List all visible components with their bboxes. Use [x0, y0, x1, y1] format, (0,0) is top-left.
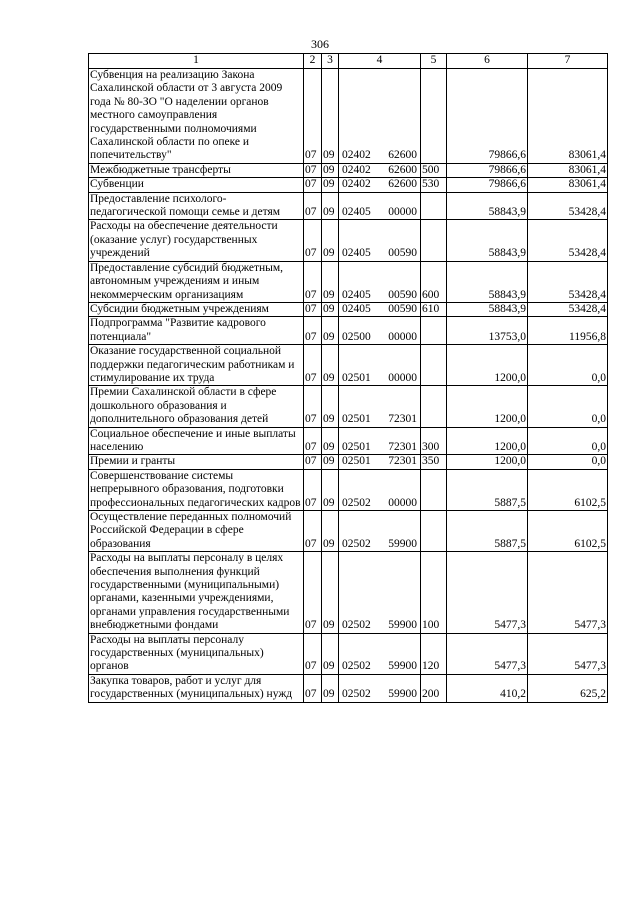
table-row	[89, 386, 608, 427]
header-col-6: 6	[447, 54, 528, 69]
row-section: 07	[304, 302, 322, 316]
header-col-1: 1	[89, 54, 304, 69]
row-amount-year2: 0,0	[528, 455, 608, 469]
row-target-code	[339, 163, 421, 177]
row-section: 07	[304, 511, 322, 552]
row-amount-year1: 79866,6	[447, 69, 528, 164]
row-amount-year1: 1200,0	[447, 386, 528, 427]
row-program-code: 02500	[342, 330, 371, 343]
row-section: 07	[304, 552, 322, 633]
row-target-code	[339, 261, 421, 302]
row-name: Расходы на обеспечение деятельности (оказание услуг) государственных учреждений	[89, 220, 304, 261]
table-row	[89, 69, 608, 164]
row-amount-year1: 1200,0	[447, 455, 528, 469]
row-program-code: 02502	[342, 688, 371, 701]
row-amount-year2: 0,0	[528, 386, 608, 427]
row-name: Оказание государственной социальной поддержки педагогическим работникам и стимулирование их труда	[89, 345, 304, 386]
row-target-code	[339, 220, 421, 261]
header-col-2: 2	[304, 54, 322, 69]
row-amount-year2: 5477,3	[528, 633, 608, 674]
row-expense-type: 500	[421, 163, 447, 177]
row-amount-year1: 58843,9	[447, 261, 528, 302]
row-expense-type	[421, 192, 447, 220]
row-name: Субвенции	[89, 178, 304, 192]
row-amount-year2: 53428,4	[528, 220, 608, 261]
row-expense-type: 610	[421, 302, 447, 316]
row-subsection: 09	[322, 163, 339, 177]
row-direction-code: 00590	[388, 288, 417, 301]
table-row	[89, 427, 608, 455]
row-direction-code: 59900	[388, 619, 417, 632]
row-amount-year1: 5477,3	[447, 552, 528, 633]
table-row	[89, 469, 608, 510]
row-subsection: 09	[322, 674, 339, 702]
row-subsection: 09	[322, 386, 339, 427]
row-name: Осуществление переданных полномочий Российской Федерации в сфере образования	[89, 511, 304, 552]
row-expense-type	[421, 386, 447, 427]
row-program-code: 02402	[342, 178, 371, 191]
row-section: 07	[304, 192, 322, 220]
row-subsection: 09	[322, 192, 339, 220]
table-body	[89, 69, 608, 703]
header-col-3: 3	[322, 54, 339, 69]
row-subsection: 09	[322, 69, 339, 164]
row-amount-year1: 13753,0	[447, 317, 528, 345]
row-subsection: 09	[322, 633, 339, 674]
row-direction-code: 59900	[388, 688, 417, 701]
row-target-code	[339, 674, 421, 702]
row-name: Расходы на выплаты персоналу государственных (муниципальных) органов	[89, 633, 304, 674]
row-subsection: 09	[322, 345, 339, 386]
row-target-code	[339, 386, 421, 427]
row-subsection: 09	[322, 302, 339, 316]
row-section: 07	[304, 163, 322, 177]
row-amount-year2: 6102,5	[528, 469, 608, 510]
row-expense-type: 600	[421, 261, 447, 302]
row-program-code: 02501	[342, 440, 371, 453]
row-amount-year2: 53428,4	[528, 261, 608, 302]
row-direction-code: 72301	[388, 440, 417, 453]
row-program-code: 02501	[342, 371, 371, 384]
row-amount-year2: 53428,4	[528, 302, 608, 316]
budget-table	[88, 53, 608, 703]
row-amount-year2: 83061,4	[528, 178, 608, 192]
row-direction-code: 62600	[388, 163, 417, 176]
row-name: Премии Сахалинской области в сфере дошкольного образования и дополнительного образования детей	[89, 386, 304, 427]
row-amount-year1: 58843,9	[447, 192, 528, 220]
row-expense-type: 100	[421, 552, 447, 633]
row-amount-year2: 6102,5	[528, 511, 608, 552]
row-section: 07	[304, 427, 322, 455]
page-number: 306	[311, 37, 329, 51]
row-direction-code: 59900	[388, 660, 417, 673]
row-direction-code: 72301	[388, 413, 417, 426]
row-direction-code: 00000	[388, 206, 417, 219]
row-program-code: 02501	[342, 413, 371, 426]
row-direction-code: 62600	[388, 178, 417, 191]
row-name: Социальное обеспечение и иные выплаты населению	[89, 427, 304, 455]
row-program-code: 02402	[342, 163, 371, 176]
row-expense-type: 530	[421, 178, 447, 192]
row-section: 07	[304, 469, 322, 510]
row-section: 07	[304, 674, 322, 702]
row-subsection: 09	[322, 261, 339, 302]
row-target-code	[339, 69, 421, 164]
row-amount-year2: 625,2	[528, 674, 608, 702]
row-amount-year2: 5477,3	[528, 552, 608, 633]
row-subsection: 09	[322, 178, 339, 192]
table-row	[89, 163, 608, 177]
row-amount-year1: 1200,0	[447, 427, 528, 455]
table-row	[89, 552, 608, 633]
row-amount-year2: 0,0	[528, 345, 608, 386]
row-program-code: 02405	[342, 288, 371, 301]
row-amount-year1: 58843,9	[447, 220, 528, 261]
row-subsection: 09	[322, 220, 339, 261]
row-expense-type	[421, 345, 447, 386]
row-expense-type: 120	[421, 633, 447, 674]
row-program-code: 02502	[342, 660, 371, 673]
row-section: 07	[304, 220, 322, 261]
row-subsection: 09	[322, 455, 339, 469]
row-target-code	[339, 552, 421, 633]
header-col-4: 4	[339, 54, 421, 69]
row-subsection: 09	[322, 552, 339, 633]
row-program-code: 02402	[342, 149, 371, 162]
header-col-5: 5	[421, 54, 447, 69]
row-target-code	[339, 302, 421, 316]
table-row	[89, 345, 608, 386]
table-header	[89, 54, 608, 69]
table-row	[89, 455, 608, 469]
row-amount-year1: 5477,3	[447, 633, 528, 674]
row-program-code: 02502	[342, 496, 371, 509]
row-expense-type	[421, 511, 447, 552]
row-expense-type	[421, 69, 447, 164]
row-expense-type: 200	[421, 674, 447, 702]
row-target-code	[339, 469, 421, 510]
row-direction-code: 00000	[388, 496, 417, 509]
row-amount-year1: 5887,5	[447, 469, 528, 510]
row-section: 07	[304, 69, 322, 164]
table-row	[89, 674, 608, 702]
table-row	[89, 261, 608, 302]
row-program-code: 02405	[342, 247, 371, 260]
row-amount-year1: 1200,0	[447, 345, 528, 386]
row-program-code: 02405	[342, 302, 371, 315]
header-col-7: 7	[528, 54, 608, 69]
row-direction-code: 00000	[388, 330, 417, 343]
row-amount-year2: 83061,4	[528, 163, 608, 177]
row-direction-code: 62600	[388, 149, 417, 162]
row-expense-type: 350	[421, 455, 447, 469]
table-row	[89, 511, 608, 552]
row-expense-type	[421, 469, 447, 510]
row-amount-year1: 79866,6	[447, 163, 528, 177]
row-amount-year2: 53428,4	[528, 192, 608, 220]
table-row	[89, 192, 608, 220]
row-section: 07	[304, 345, 322, 386]
row-name: Совершенствование системы непрерывного образования, подготовки профессиональных педагогических кадров	[89, 469, 304, 510]
row-subsection: 09	[322, 427, 339, 455]
row-direction-code: 00590	[388, 247, 417, 260]
row-expense-type: 300	[421, 427, 447, 455]
row-name: Предоставление психолого-педагогической помощи семье и детям	[89, 192, 304, 220]
row-name: Закупка товаров, работ и услуг для государственных (муниципальных) нужд	[89, 674, 304, 702]
row-amount-year1: 58843,9	[447, 302, 528, 316]
row-target-code	[339, 455, 421, 469]
row-amount-year1: 5887,5	[447, 511, 528, 552]
table-row	[89, 633, 608, 674]
row-section: 07	[304, 178, 322, 192]
row-section: 07	[304, 386, 322, 427]
row-section: 07	[304, 455, 322, 469]
row-name: Субсидии бюджетным учреждениям	[89, 302, 304, 316]
row-subsection: 09	[322, 469, 339, 510]
row-target-code	[339, 192, 421, 220]
row-direction-code: 72301	[388, 455, 417, 468]
row-amount-year1: 79866,6	[447, 178, 528, 192]
row-section: 07	[304, 633, 322, 674]
row-subsection: 09	[322, 511, 339, 552]
row-name: Межбюджетные трансферты	[89, 163, 304, 177]
table-row	[89, 317, 608, 345]
row-expense-type	[421, 317, 447, 345]
row-target-code	[339, 345, 421, 386]
table-row	[89, 220, 608, 261]
row-section: 07	[304, 261, 322, 302]
row-program-code: 02502	[342, 537, 371, 550]
row-program-code: 02501	[342, 455, 371, 468]
row-target-code	[339, 178, 421, 192]
row-name: Субвенция на реализацию Закона Сахалинской области от 3 августа 2009 года № 80-ЗО "О наделении органов местного самоуправления государственными полномочиями Сахалинской области по опеке и попечительству"	[89, 69, 304, 164]
table-row	[89, 178, 608, 192]
row-target-code	[339, 633, 421, 674]
row-subsection: 09	[322, 317, 339, 345]
row-name: Премии и гранты	[89, 455, 304, 469]
row-direction-code: 00590	[388, 302, 417, 315]
row-program-code: 02405	[342, 206, 371, 219]
row-program-code: 02502	[342, 619, 371, 632]
table-row	[89, 302, 608, 316]
row-amount-year1: 410,2	[447, 674, 528, 702]
row-amount-year2: 11956,8	[528, 317, 608, 345]
row-target-code	[339, 511, 421, 552]
row-target-code	[339, 427, 421, 455]
row-name: Предоставление субсидий бюджетным, автономным учреждениям и иным некоммерческим организациям	[89, 261, 304, 302]
row-direction-code: 00000	[388, 371, 417, 384]
row-direction-code: 59900	[388, 537, 417, 550]
row-amount-year2: 0,0	[528, 427, 608, 455]
row-name: Расходы на выплаты персоналу в целях обеспечения выполнения функций государственными (муниципальными) органами, казенными учреждениями, органами управления государственными внебюджетными фондами	[89, 552, 304, 633]
row-section: 07	[304, 317, 322, 345]
header-row	[89, 54, 608, 69]
row-expense-type	[421, 220, 447, 261]
row-name: Подпрограмма "Развитие кадрового потенциала"	[89, 317, 304, 345]
row-amount-year2: 83061,4	[528, 69, 608, 164]
row-target-code	[339, 317, 421, 345]
